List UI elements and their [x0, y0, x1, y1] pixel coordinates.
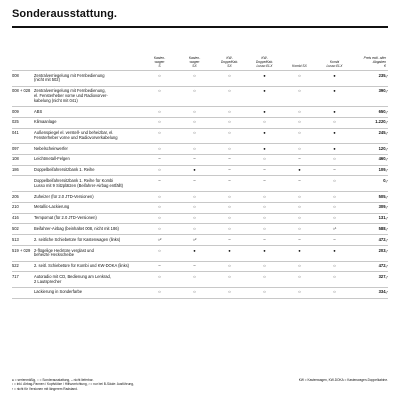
option-description: Tempomat (für 2.0 JTD-Versionen)	[34, 213, 142, 224]
option-price: 109,-	[352, 165, 388, 176]
page-title: Sonderausstattung.	[12, 8, 118, 20]
table-row	[12, 106, 388, 117]
availability-cell: ○	[247, 154, 282, 165]
option-price: 460,-	[352, 154, 388, 165]
option-price: 390,-	[352, 86, 388, 106]
availability-cell: ○	[317, 117, 352, 128]
option-code: 717	[12, 272, 34, 288]
availability-cell: ○	[142, 165, 177, 176]
availability-cell: –	[282, 154, 317, 165]
availability-cell: ○	[142, 224, 177, 235]
abbreviation-note: KW = Kastenwagen, KW-DOKA = Kastenwagen-Doppelkabine.	[298, 378, 388, 382]
availability-cell: ○	[282, 86, 317, 106]
availability-cell: ○	[282, 117, 317, 128]
option-code: 519 + 029	[12, 245, 34, 261]
availability-cell: ○	[282, 213, 317, 224]
availability-cell: ○	[212, 202, 247, 213]
availability-cell: ●	[317, 144, 352, 155]
availability-cell: ○	[247, 117, 282, 128]
table-row	[12, 235, 388, 246]
option-price: 0,-	[352, 176, 388, 192]
availability-cell: –	[142, 154, 177, 165]
option-code: 025	[12, 117, 34, 128]
availability-cell: ○	[142, 106, 177, 117]
availability-cell: ●	[317, 86, 352, 106]
option-description: Metallic-Lackierung	[34, 202, 142, 213]
availability-cell: ●	[247, 106, 282, 117]
option-description: Leichtmetall-Felgen	[34, 154, 142, 165]
availability-cell: ○	[177, 71, 212, 87]
option-code	[12, 287, 34, 298]
option-code: 008	[12, 71, 34, 87]
availability-cell: –	[282, 176, 317, 192]
availability-cell: ○	[212, 106, 247, 117]
availability-cell: ○	[142, 213, 177, 224]
availability-cell: ○	[247, 202, 282, 213]
option-description: Nebelscheinwerfer	[34, 144, 142, 155]
availability-cell: ○	[177, 224, 212, 235]
option-description: 2. seitl. Schiebetüre für Kombi und KW-DOKA (links)	[34, 261, 142, 272]
availability-cell: ○	[212, 261, 247, 272]
availability-cell: –	[317, 235, 352, 246]
availability-cell: ○	[317, 176, 352, 192]
availability-cell: ○	[282, 202, 317, 213]
option-description: Zuheizer (für 2.0 JTD-Versionen)	[34, 192, 142, 203]
availability-cell: ○	[282, 224, 317, 235]
availability-cell: ○	[177, 287, 212, 298]
table-row	[12, 224, 388, 235]
availability-cell: ○	[177, 106, 212, 117]
option-description: Doppelbeifahrersitzbank 1. Reihe	[34, 165, 142, 176]
legend-note: ● = serienmäßig, ○ = Sonderausstattung, – nicht lieferbar.	[12, 378, 94, 382]
option-code: 108	[12, 154, 34, 165]
availability-cell: –	[212, 154, 247, 165]
availability-cell: ○	[177, 272, 212, 288]
availability-cell: ●	[177, 165, 212, 176]
option-code: 009	[12, 106, 34, 117]
option-code: 513	[12, 235, 34, 246]
option-price: 334,-	[352, 287, 388, 298]
availability-cell: ○	[282, 144, 317, 155]
option-description: Außenspiegel el. verstell- und beheizbar, el. Fensterheber vorne und Radiovorverkabelung	[34, 128, 142, 144]
availability-cell: ●	[247, 144, 282, 155]
availability-cell: ○	[177, 144, 212, 155]
availability-cell: ○	[142, 117, 177, 128]
availability-cell: –	[212, 235, 247, 246]
availability-cell: ●	[317, 128, 352, 144]
option-description: 2-flügelige Hecktüre verglast und beheizte Heckscheibe	[34, 245, 142, 261]
option-code	[12, 176, 34, 192]
availability-cell: –	[177, 176, 212, 192]
availability-cell: ○	[142, 144, 177, 155]
availability-cell: ●	[247, 86, 282, 106]
availability-cell: ○	[142, 202, 177, 213]
availability-cell: ○	[177, 202, 212, 213]
option-price: 309,-	[352, 202, 388, 213]
option-description: 2. seitliche Schiebetüre für Kastenwagen (links)	[34, 235, 142, 246]
column-header: KW- DoppelKab. SX	[220, 55, 239, 68]
availability-cell: ○	[317, 202, 352, 213]
table-row	[12, 245, 388, 261]
availability-cell: ○	[142, 245, 177, 261]
availability-cell: ○	[177, 117, 212, 128]
availability-cell: –	[282, 235, 317, 246]
column-header: KW- DoppelKab. Lusso ELX	[255, 55, 274, 68]
availability-cell: ○	[212, 272, 247, 288]
availability-cell: –	[247, 235, 282, 246]
availability-cell: –	[142, 261, 177, 272]
option-description: ABS	[34, 106, 142, 117]
availability-cell: –	[177, 154, 212, 165]
availability-cell: ○	[212, 117, 247, 128]
availability-cell: ○	[142, 192, 177, 203]
option-price: 245,-	[352, 128, 388, 144]
availability-cell: ○	[177, 128, 212, 144]
header-desc	[34, 46, 142, 71]
table-row	[12, 192, 388, 203]
availability-cell: ●	[282, 245, 317, 261]
option-description: Zentralverriegelung mit Fernbedienung, el. Fensterheber vorne und Radiovorver- kabelung (nicht mit 041)	[34, 86, 142, 106]
availability-cell: –	[247, 165, 282, 176]
option-code: 416	[12, 213, 34, 224]
column-header: Kasten- wagen S	[153, 55, 166, 68]
availability-cell: ○	[177, 86, 212, 106]
table-row	[12, 272, 388, 288]
availability-cell: ○	[212, 128, 247, 144]
availability-cell: ○	[212, 224, 247, 235]
availability-cell: ○	[212, 144, 247, 155]
availability-cell: ○	[142, 86, 177, 106]
table-row	[12, 261, 388, 272]
availability-cell: ○	[142, 287, 177, 298]
availability-cell: ○	[212, 71, 247, 87]
option-price: 203,-	[352, 245, 388, 261]
availability-cell: ●	[282, 165, 317, 176]
option-price: 472,-	[352, 261, 388, 272]
availability-cell: ○	[282, 106, 317, 117]
availability-cell: ○²	[177, 235, 212, 246]
availability-cell: ○	[282, 261, 317, 272]
column-header: Kombi SX	[292, 63, 307, 68]
column-header: Kombi Lusso ELX	[326, 59, 343, 68]
table-row	[12, 165, 388, 176]
option-code: 041	[12, 128, 34, 144]
availability-cell: ●	[247, 245, 282, 261]
availability-cell: –	[247, 176, 282, 192]
table-row	[12, 144, 388, 155]
availability-cell: ○	[317, 272, 352, 288]
option-price: 588,-	[352, 224, 388, 235]
availability-cell: ○	[317, 213, 352, 224]
option-price: 131,-	[352, 213, 388, 224]
table-row	[12, 287, 388, 298]
availability-cell: ●	[317, 245, 352, 261]
availability-cell: ○	[317, 192, 352, 203]
header-code	[12, 46, 34, 71]
availability-cell: ○	[177, 213, 212, 224]
option-description: Lackierung in Sonderfarbe	[34, 287, 142, 298]
availability-cell: ○	[282, 287, 317, 298]
option-code: 502	[12, 224, 34, 235]
availability-cell: ○	[247, 287, 282, 298]
option-code: 522	[12, 261, 34, 272]
equipment-table	[12, 46, 388, 299]
option-description: Doppelbeifahrersitzbank 1. Reihe für Kombi Lusso mit 9 Sitzplätzen (Beifahrer-Airbag entfällt)	[34, 176, 142, 192]
availability-cell: ○	[212, 213, 247, 224]
option-price: 327,-	[352, 272, 388, 288]
availability-cell: ○	[142, 272, 177, 288]
availability-cell: ○	[317, 154, 352, 165]
availability-cell: ○	[247, 192, 282, 203]
availability-cell: ○	[212, 192, 247, 203]
table-header-row	[12, 46, 388, 71]
availability-cell: ●	[247, 71, 282, 87]
availability-cell: ○	[282, 192, 317, 203]
availability-cell: ○	[247, 261, 282, 272]
availability-cell: ●	[317, 71, 352, 87]
availability-cell: ○	[317, 261, 352, 272]
option-code: 008 + 028	[12, 86, 34, 106]
option-description: Klimaanlage	[34, 117, 142, 128]
option-code: 205	[12, 192, 34, 203]
footnote-2: ³ = nicht für Versionen mit längerem Radstand.	[12, 386, 78, 391]
table-row	[12, 128, 388, 144]
table-row	[12, 154, 388, 165]
availability-cell: ○	[247, 224, 282, 235]
availability-cell: ○	[142, 71, 177, 87]
availability-cell: ○²	[142, 235, 177, 246]
availability-cell: –	[317, 165, 352, 176]
availability-cell: ○	[142, 128, 177, 144]
table-row	[12, 86, 388, 106]
availability-cell: ○	[317, 287, 352, 298]
option-price: 650,-	[352, 106, 388, 117]
option-price: 472,-	[352, 235, 388, 246]
option-description: Autoradio mit CD, Bedienung am Lenkrad, 2 Lautsprecher	[34, 272, 142, 288]
availability-cell: ○	[282, 128, 317, 144]
footnote-1: ¹ = inkl. Airbag-Pannen / Kopfstütze / Hilfsvorrichtung, ² = nur bei B-Säule: Ausführung,	[12, 382, 134, 387]
option-code: 210	[12, 202, 34, 213]
availability-cell: ○	[247, 272, 282, 288]
table-row	[12, 176, 388, 192]
availability-cell: ●	[212, 245, 247, 261]
footnotes	[12, 378, 242, 391]
availability-cell: ○	[282, 272, 317, 288]
option-description: Zentralverriegelung mit Fernbedienung (nicht mit 502)	[34, 71, 142, 87]
price-column-header: Preis exkl. aller Abgaben €	[363, 55, 386, 68]
option-description: Beifahrer-Airbag (beinhaltet 008, nicht mit 186)	[34, 224, 142, 235]
table-row	[12, 117, 388, 128]
availability-cell: –	[212, 176, 247, 192]
availability-cell: ●	[317, 106, 352, 117]
table-body	[12, 71, 388, 299]
title-divider	[12, 26, 388, 28]
option-price: 1.220,-	[352, 117, 388, 128]
availability-cell: ○	[282, 71, 317, 87]
option-code: 097	[12, 144, 34, 155]
option-code: 186	[12, 165, 34, 176]
option-price: 505,-	[352, 192, 388, 203]
option-price: 235,-	[352, 71, 388, 87]
availability-cell: ○¹	[317, 224, 352, 235]
option-price: 120,-	[352, 144, 388, 155]
availability-cell: ○	[212, 287, 247, 298]
availability-cell: ○	[247, 213, 282, 224]
availability-cell: ○	[177, 192, 212, 203]
availability-cell: –	[142, 176, 177, 192]
availability-cell: ●	[177, 245, 212, 261]
table-row	[12, 213, 388, 224]
availability-cell: ●	[247, 128, 282, 144]
table-row	[12, 71, 388, 87]
column-header: Kasten- wagen SX	[188, 55, 201, 68]
availability-cell: –	[177, 261, 212, 272]
availability-cell: –	[212, 165, 247, 176]
table-row	[12, 202, 388, 213]
availability-cell: ○	[212, 86, 247, 106]
